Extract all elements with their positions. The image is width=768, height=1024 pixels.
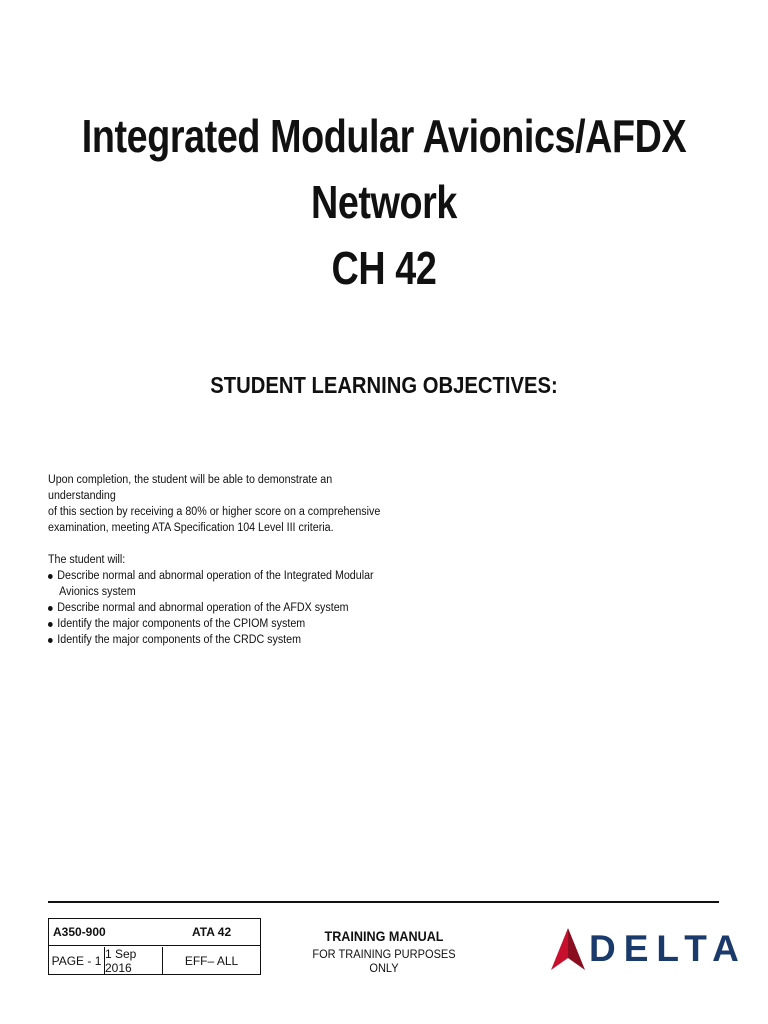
objectives-list: [48, 568, 401, 648]
objective-text-cont: Avionics system: [59, 586, 136, 598]
training-manual-label: [302, 928, 466, 975]
footer-divider: [48, 901, 719, 903]
bullet-icon: [48, 574, 53, 579]
objective-text: Identify the major components of the CPIOM system: [57, 618, 306, 630]
title-line-2: Network: [311, 176, 457, 228]
manual-subtitle: FOR TRAINING PURPOSES ONLY: [312, 947, 456, 975]
logo-wordmark: DELTA: [589, 928, 747, 969]
section-heading: STUDENT LEARNING OBJECTIVES:: [210, 372, 558, 398]
bullet-icon: [48, 606, 53, 611]
title-line-3: CH 42: [331, 242, 437, 294]
aircraft-model: A350-900: [53, 925, 106, 939]
document-info-table: [48, 918, 261, 975]
list-item: [48, 568, 401, 600]
objective-text: Describe normal and abnormal operation of the Integrated Modular: [57, 570, 374, 582]
objective-text: Identify the major components of the CRDC system: [57, 634, 302, 646]
delta-widget-icon: [551, 928, 585, 970]
info-row-bottom: [49, 947, 260, 975]
title-line-1: Integrated Modular Avionics/AFDX: [81, 110, 687, 162]
bullet-icon: [48, 622, 53, 627]
list-item: [48, 600, 401, 616]
manual-title: TRAINING MANUAL: [324, 928, 444, 944]
delta-logo: [551, 926, 747, 972]
intro-line: of this section by receiving a 80% or higher score on a comprehensive: [48, 506, 381, 518]
intro-line: Upon completion, the student will be able to demonstrate an understanding: [48, 474, 333, 502]
intro-line: examination, meeting ATA Specification 104 Level III criteria.: [48, 522, 334, 534]
objective-text: Describe normal and abnormal operation of the AFDX system: [57, 602, 349, 614]
bullet-icon: [48, 638, 53, 643]
list-item: [48, 616, 401, 632]
list-item: [48, 632, 401, 648]
page-number: PAGE - 1: [49, 947, 105, 975]
document-title: [0, 103, 768, 301]
intro-paragraph: [48, 472, 401, 536]
info-row-top: [49, 919, 260, 946]
ata-chapter: ATA 42: [192, 925, 232, 939]
student-will-label: The student will:: [48, 554, 126, 566]
effectivity: EFF– ALL: [184, 954, 239, 968]
revision-date: 1 Sep 2016: [105, 947, 163, 975]
objectives-body: [48, 472, 401, 648]
